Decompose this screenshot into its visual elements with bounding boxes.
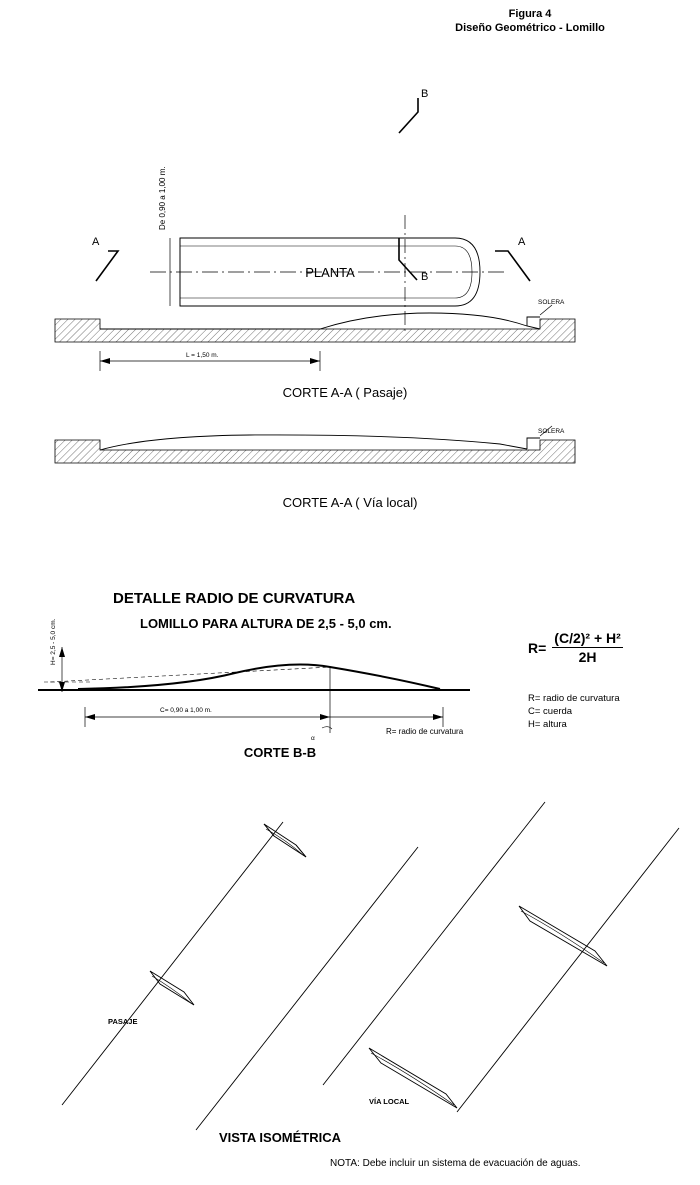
legend-item-r: R= radio de curvatura	[528, 693, 620, 704]
solera-label-via-local: SOLERA	[538, 428, 565, 435]
plan-width-label: De 0,90 a 1,00 m.	[158, 166, 167, 230]
section-aa-via-local-drawing	[0, 420, 700, 500]
plan-section-mark-b-top: B	[421, 88, 429, 100]
formula-left: R=	[528, 639, 547, 656]
figure-number: Figura 4	[508, 8, 552, 20]
isometric-view-drawing	[0, 800, 700, 1130]
curvature-detail-title: DETALLE RADIO DE CURVATURA	[113, 590, 356, 607]
plan-section-mark-b-bottom: B	[421, 271, 429, 283]
solera-label-pasaje: SOLERA	[538, 299, 565, 306]
isometric-view-caption: VISTA ISOMÉTRICA	[218, 1130, 342, 1145]
note-text: NOTA: Debe incluir un sistema de evacuación de aguas.	[330, 1158, 581, 1169]
curvature-chord-label: C= 0,90 a 1,00 m.	[160, 707, 212, 714]
curvature-detail-drawing-wrap	[0, 585, 700, 770]
curvature-height-label: H= 2,5 - 5,0 cm.	[50, 618, 57, 665]
plan-view	[0, 85, 700, 295]
section-aa-via-local	[0, 420, 700, 500]
isometric-label-via-local: VÍA LOCAL	[369, 1097, 410, 1106]
legend-item-h: H= altura	[528, 719, 567, 730]
section-aa-via-local-caption: CORTE A-A ( Vía local)	[282, 495, 418, 510]
curvature-detail-caption: CORTE B-B	[243, 745, 317, 760]
isometric-view	[0, 800, 700, 1130]
curvature-detail-subtitle: LOMILLO PARA ALTURA DE 2,5 - 5,0 cm.	[140, 616, 392, 631]
formula-denominator: 2H	[578, 649, 597, 665]
curvature-legend	[528, 692, 688, 731]
section-aa-pasaje-caption: CORTE A-A ( Pasaje)	[282, 385, 408, 400]
section-aa-pasaje-dimension: L = 1,50 m.	[186, 352, 219, 359]
plan-view-drawing	[0, 85, 700, 295]
curvature-radius-label: R= radio de curvatura	[386, 727, 464, 736]
plan-section-mark-a-right: A	[518, 236, 526, 248]
curvature-detail-drawing	[0, 585, 700, 770]
curvature-alpha-symbol: α	[311, 735, 315, 742]
formula-numerator: (C/2)² + H²	[554, 630, 621, 646]
plan-section-mark-a-left: A	[92, 236, 100, 248]
legend-item-c: C= cuerda	[528, 706, 573, 717]
isometric-label-pasaje: PASAJE	[108, 1017, 138, 1026]
figure-title: Diseño Geométrico - Lomillo	[455, 22, 605, 34]
curvature-formula	[528, 630, 688, 665]
plan-view-caption: PLANTA	[305, 265, 355, 280]
